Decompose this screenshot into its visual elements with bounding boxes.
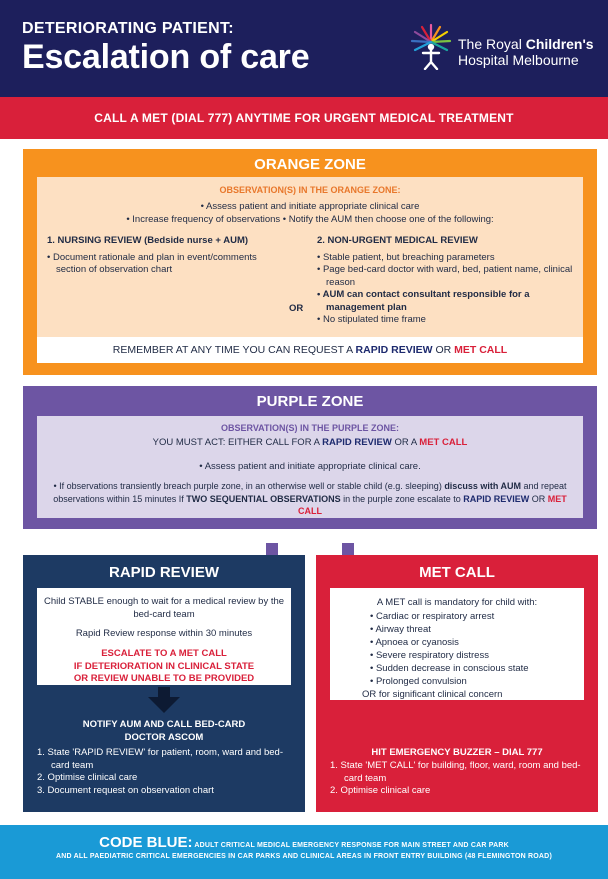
list-item: 2. Optimise clinical care [330,785,431,796]
list-item: OR for significant clinical concern [362,689,503,700]
list-item: 2. Optimise clinical care [37,772,138,783]
non-urgent-review-item: • AUM can contact consultant responsible for a management plan [317,289,530,313]
page-title: Escalation of care [22,38,310,76]
purple-act-line: YOU MUST ACT: EITHER CALL FOR A RAPID REVIEW OR A MET CALL [152,437,468,448]
met-call-criteria-heading: A MET call is mandatory for child with: [376,597,538,608]
down-arrow-icon [441,705,473,731]
list-item: 1. State 'MET CALL' for building, floor, ward, room and bed-card team [330,760,581,784]
orange-zone [23,149,597,375]
logo-text-line2: Hospital Melbourne [458,52,579,68]
page-header [0,0,608,97]
orange-zone-panel [37,177,583,363]
orange-obs-item: • Assess patient and initiate appropriate clinical care [200,201,420,212]
orange-obs-heading: OBSERVATION(S) IN THE ORANGE ZONE: [219,185,401,195]
non-urgent-review-column [317,235,579,327]
list-item: • Severe respiratory distress [370,650,489,661]
rapid-review-criteria [37,588,291,685]
orange-zone-title: ORANGE ZONE [254,156,366,173]
code-blue-title: CODE BLUE: [99,834,193,851]
non-urgent-review-heading: 2. NON-URGENT MEDICAL REVIEW [317,235,478,246]
nursing-review-item: • Document rationale and plan in event/comments section of observation chart [47,251,257,275]
hospital-logo [408,22,598,78]
rapid-review-notify: NOTIFY AUM AND CALL BED-CARD DOCTOR ASCOM [82,719,246,743]
list-item: • Sudden decrease in conscious state [370,663,529,674]
rapid-review-escalation-warning: ESCALATE TO A MET CALL IF DETERIORATION IN CLINICAL STATE OR REVIEW UNABLE TO BE PROVIDED [73,648,255,684]
met-call-criteria [330,588,584,700]
purple-obs-heading: OBSERVATION(S) IN THE PURPLE ZONE: [220,423,399,433]
orange-remember-note: REMEMBER AT ANY TIME YOU CAN REQUEST A RAPID REVIEW OR MET CALL [37,337,583,363]
non-urgent-review-item: • Page bed-card doctor with ward, bed, patient name, clinical reason [317,264,573,288]
met-call-title: MET CALL [419,564,495,581]
list-item: • Prolonged convulsion [370,676,467,687]
rapid-review-steps [37,747,293,797]
starburst-figure-icon [408,22,454,70]
header-kicker: DETERIORATING PATIENT: [22,20,234,37]
purple-assess-line: • Assess patient and initiate appropriate clinical care. [199,461,421,472]
met-call-panel [316,555,598,812]
or-label: OR [289,303,304,314]
code-blue-line1: CODE BLUE: ADULT CRITICAL MEDICAL EMERGENCY RESPONSE FOR MAIN STREET AND CAR PARK [99,834,509,851]
met-call-criteria-list [362,610,580,701]
list-item: • Apnoea or cyanosis [370,637,459,648]
list-item: • Cardiac or respiratory arrest [370,611,495,622]
purple-transient-note: • If observations transiently breach purple zone, in an otherwise well or stable child (e.g. sleeping) discuss with AUM and repeat observations within 15 minutes If TWO SEQUENTIAL OBSERVATIONS in the purple zone escalate to RAPID REVIEW OR MET CALL [53,481,567,516]
rapid-review-title: RAPID REVIEW [108,564,219,581]
code-blue-line2: AND ALL PAEDIATRIC CRITICAL EMERGENCIES IN CAR PARKS AND CLINICAL AREAS IN FRONT ENTRY BUILDING (48 FLEMINGTON ROAD) [56,853,552,860]
down-arrow-icon [148,687,180,713]
rapid-review-panel [23,555,305,812]
code-blue-footer [0,825,608,879]
orange-obs-list [37,200,583,226]
nursing-review-column [47,235,287,277]
rapid-review-criteria-text: Child STABLE enough to wait for a medical review by the bed-card team [43,596,285,620]
orange-obs-item: • Increase frequency of observations • Notify the AUM then choose one of the following: [126,214,494,225]
purple-zone [23,386,597,529]
purple-zone-title: PURPLE ZONE [256,393,364,410]
logo-text-line1: The Royal Children's [458,36,594,52]
non-urgent-review-item: • No stipulated time frame [317,314,426,325]
met-call-banner: CALL A MET (DIAL 777) ANYTIME FOR URGENT MEDICAL TREATMENT [0,97,608,139]
list-item: 3. Document request on observation chart [37,784,214,796]
non-urgent-review-item: • Stable patient, but breaching parameters [317,251,495,263]
list-item: 1. State 'RAPID REVIEW' for patient, room, ward and bed-card team [37,747,283,771]
rapid-review-response-time: Rapid Review response within 30 minutes [75,628,253,639]
met-call-buzzer: HIT EMERGENCY BUZZER – DIAL 777 [371,747,543,758]
met-call-steps [330,760,586,798]
purple-zone-panel [37,416,583,518]
list-item: • Airway threat [370,624,431,635]
nursing-review-heading: 1. NURSING REVIEW (Bedside nurse + AUM) [47,235,249,246]
